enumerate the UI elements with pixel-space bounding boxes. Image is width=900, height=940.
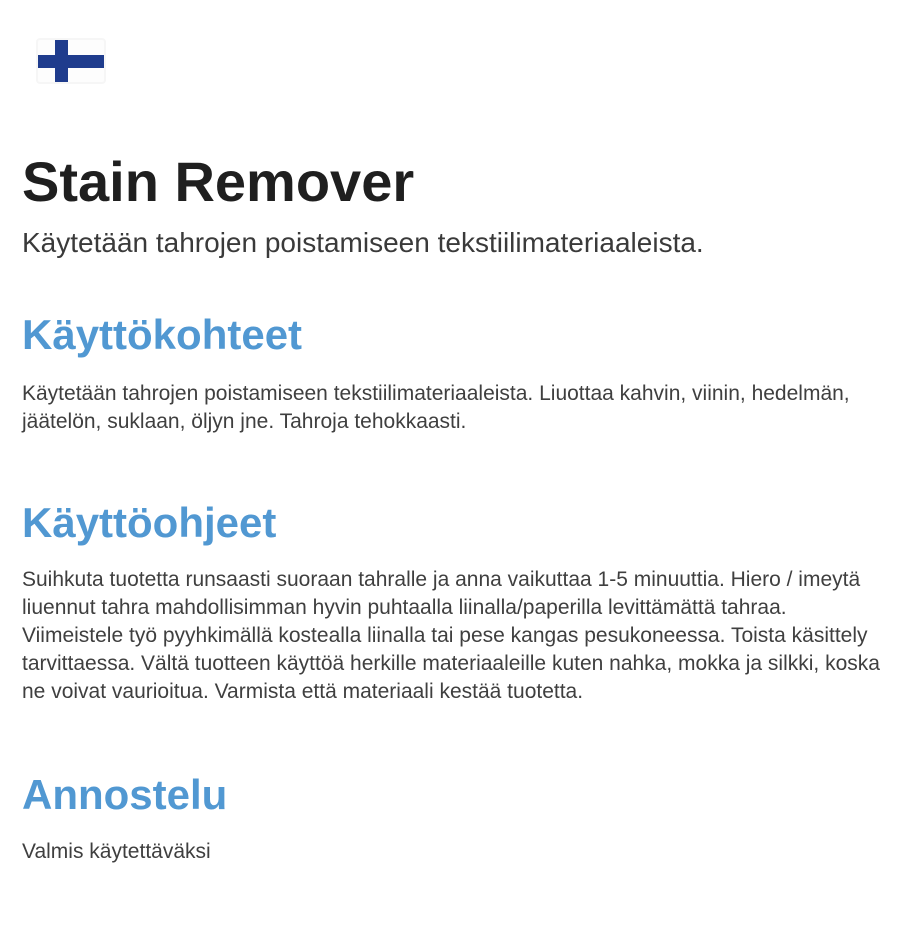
section-kayttokohteet: [22, 312, 884, 436]
section-heading-kayttoohjeet: Käyttöohjeet: [22, 499, 277, 546]
flag-cross-horizontal: [38, 55, 104, 68]
product-info-page: [0, 40, 900, 940]
section-kayttoohjeet: [22, 500, 884, 706]
section-heading-annostelu: Annostelu: [22, 771, 228, 818]
section-body-kayttokohteet: Käytetään tahrojen poistamiseen tekstiilimateriaaleista. Liuottaa kahvin, viinin, hedelmän, jäätelön, suklaan, öljyn jne. Tahroja tehokkaasti.: [22, 382, 850, 433]
page-title: Stain Remover: [22, 150, 415, 213]
section-annostelu: [22, 772, 884, 866]
flag-cross-vertical: [55, 40, 68, 82]
section-body-kayttoohjeet: Suihkuta tuotetta runsaasti suoraan tahralle ja anna vaikuttaa 1-5 minuuttia. Hiero / imeytä liuennut tahra mahdollisimman hyvin puhtaalla liinalla/paperilla levittämättä tahraa. Viimeistele työ pyyhkimällä kostealla liinalla tai pese kangas pesukoneessa. Toista käsittely tarvittaessa. Vältä tuotteen käyttöä herkille materiaaleille kuten nahka, mokka ja silkki, koska ne voivat vaurioitua. Varmista että materiaali kestää tuotetta.: [22, 568, 880, 703]
section-heading-kayttokohteet: Käyttökohteet: [22, 311, 303, 358]
finland-flag-icon: [38, 40, 104, 82]
section-body-annostelu: Valmis käytettäväksi: [22, 840, 211, 863]
page-subtitle: Käytetään tahrojen poistamiseen tekstiilimateriaaleista.: [22, 227, 704, 258]
